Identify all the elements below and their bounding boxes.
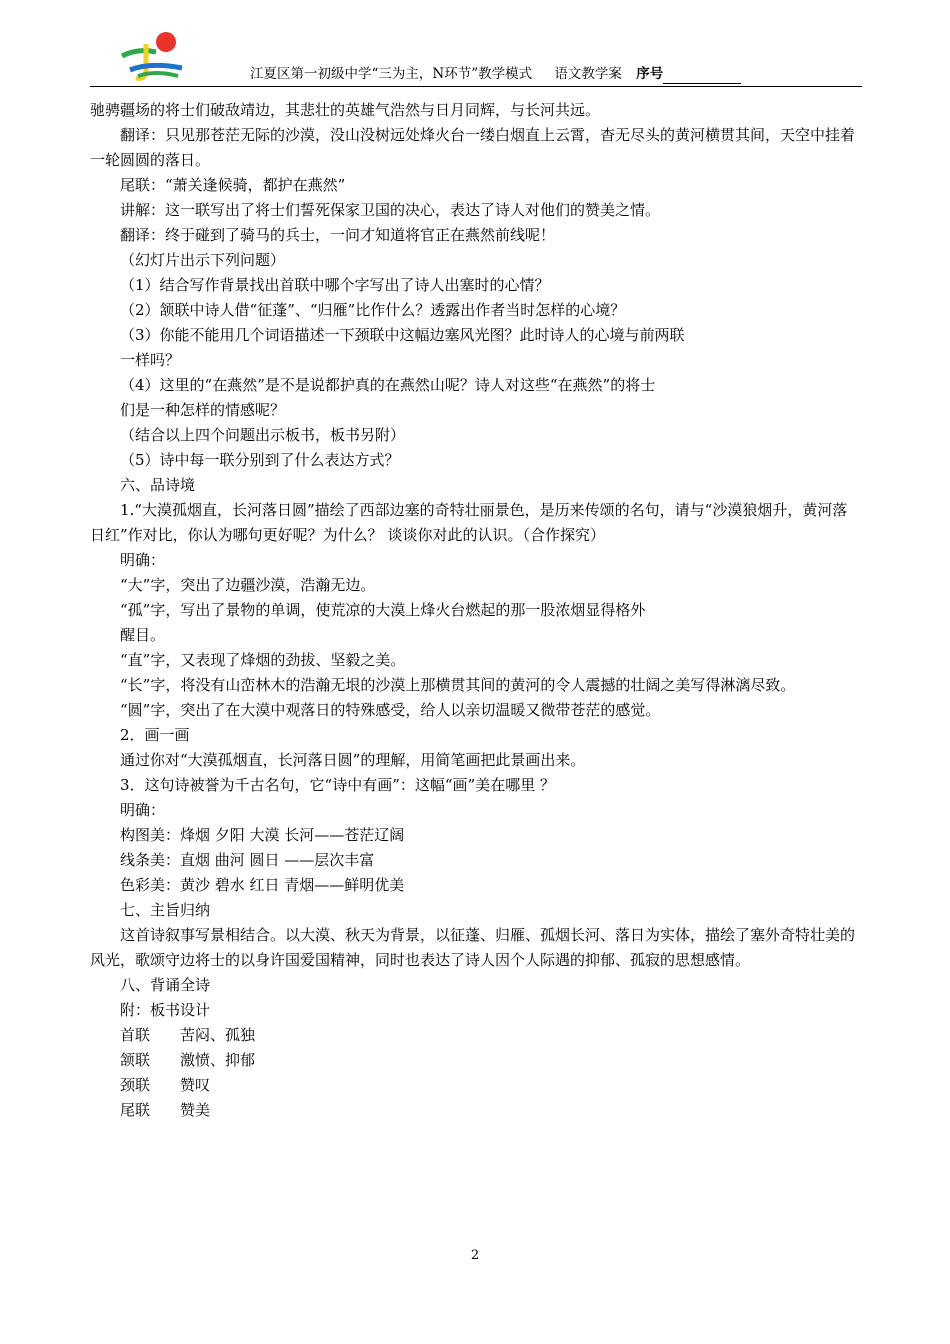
board-row [90,1048,862,1073]
board-value: 赞叹 [180,1076,211,1094]
school-name: 江夏区第一初级中学“三为主，N环节”教学模式 [250,66,533,82]
question: （5）诗中每一联分别到了什么表达方式？ [120,451,400,469]
paragraph: 2．画一画 [120,726,190,744]
paragraph: 构图美：烽烟 夕阳 大漠 长河——苍茫辽阔 [120,826,405,844]
question: （4）这里的“在燕然”是不是说都护真的在燕然山呢？诗人对这些“在燕然”的将士 [120,376,656,394]
board-value: 激愤、抑郁 [180,1051,256,1069]
paragraph: 讲解：这一联写出了将士们誓死保家卫国的决心，表达了诗人对他们的赞美之情。 [120,201,661,219]
board-row [90,1073,862,1098]
paragraph: “直”字，又表现了烽烟的劲拔、坚毅之美。 [120,651,406,669]
paragraph: 3．这句诗被誉为千古名句，它“诗中有画”：这幅“画”美在哪里 ？ [120,776,555,794]
paragraph: “孤”字，写出了景物的单调，使荒凉的大漠上烽火台燃起的那一股浓烟显得格外 [120,601,646,619]
paragraph: 线条美：直烟 曲河 圆日 ——层次丰富 [120,851,375,869]
serial-label: 序号 [636,66,664,82]
question-continuation: 一样吗？ [120,351,181,369]
paragraph: 明确： [120,551,166,569]
paragraph: “长”字，将没有山峦林木的浩瀚无垠的沙漠上那横贯其间的黄河的令人震撼的壮阔之美写得淋漓尽致。 [120,676,796,694]
page-header [250,64,810,84]
board-key: 颈联 [120,1076,151,1094]
paragraph: 附：板书设计 [120,1001,211,1019]
paragraph: 翻译：只见那苍茫无际的沙漠，没山没树远处烽火台一缕白烟直上云霄，杳无尽头的黄河横贯其间，天空中挂着一轮圆圆的落日。 [90,126,856,169]
section-heading: 六、品诗境 [120,476,196,494]
section-heading: 八、背诵全诗 [120,976,211,994]
school-logo [116,30,188,82]
paragraph: “大”字，突出了边疆沙漠，浩瀚无边。 [120,576,376,594]
question: （1）结合写作背景找出首联中哪个字写出了诗人出塞时的心情？ [120,276,550,294]
question: （2）颔联中诗人借“征蓬”、“归雁”比作什么？透露出作者当时怎样的心境？ [120,301,626,319]
question: （3）你能不能用几个词语描述一下颈联中这幅边塞风光图？此时诗人的心境与前两联 [120,326,685,344]
paragraph: 1.“大漠孤烟直，长河落日圆”描绘了西部边塞的奇特壮丽景色，是历来传颂的名句，请与“沙漠狼烟升，黄河落日红”作对比，你认为哪句更好呢？为什么？ 谈谈你对此的认识。（合作探究） [90,501,848,544]
board-key: 首联 [120,1026,151,1044]
subject-name: 语文教学案 [554,66,622,82]
board-key: 尾联 [120,1101,151,1119]
paragraph: 色彩美：黄沙 碧水 红日 青烟——鲜明优美 [120,876,405,894]
board-row [90,1098,862,1123]
header-rule [90,86,862,87]
board-value: 苦闷、孤独 [180,1026,256,1044]
board-key: 颔联 [120,1051,151,1069]
paragraph: 醒目。 [120,626,166,644]
page-number: 2 [470,1248,480,1263]
serial-blank [663,69,741,84]
paragraph: “圆”字，突出了在大漠中观落日的特殊感受，给人以亲切温暖又微带苍茫的感觉。 [120,701,661,719]
board-row [90,1023,862,1048]
paragraph: 通过你对“大漠孤烟直，长河落日圆”的理解，用简笔画把此景画出来。 [120,751,586,769]
section-heading: 七、主旨归纳 [120,901,211,919]
paragraph: （幻灯片出示下列问题） [120,251,286,269]
paragraph: 翻译：终于碰到了骑马的兵士，一问才知道将官正在燕然前线呢！ [120,226,556,244]
paragraph: 明确： [120,801,166,819]
board-value: 赞美 [180,1101,211,1119]
paragraph: 驰骋疆场的将士们破敌靖边，其悲壮的英雄气浩然与日月同辉，与长河共远。 [90,101,601,119]
paragraph: 尾联：“萧关逢候骑，都护在燕然” [120,176,346,194]
question-continuation: 们是一种怎样的情感呢？ [120,401,286,419]
paragraph: 这首诗叙事写景相结合。以大漠、秋天为背景，以征蓬、归雁、孤烟长河、落日为实体，描绘了塞外奇特壮美的风光，歌颂守边将士的以身许国爱国精神，同时也表达了诗人因个人际遇的抑郁、孤寂的思想感情。 [90,926,856,969]
document-body [90,98,862,1123]
paragraph: （结合以上四个问题出示板书，板书另附） [120,426,406,444]
